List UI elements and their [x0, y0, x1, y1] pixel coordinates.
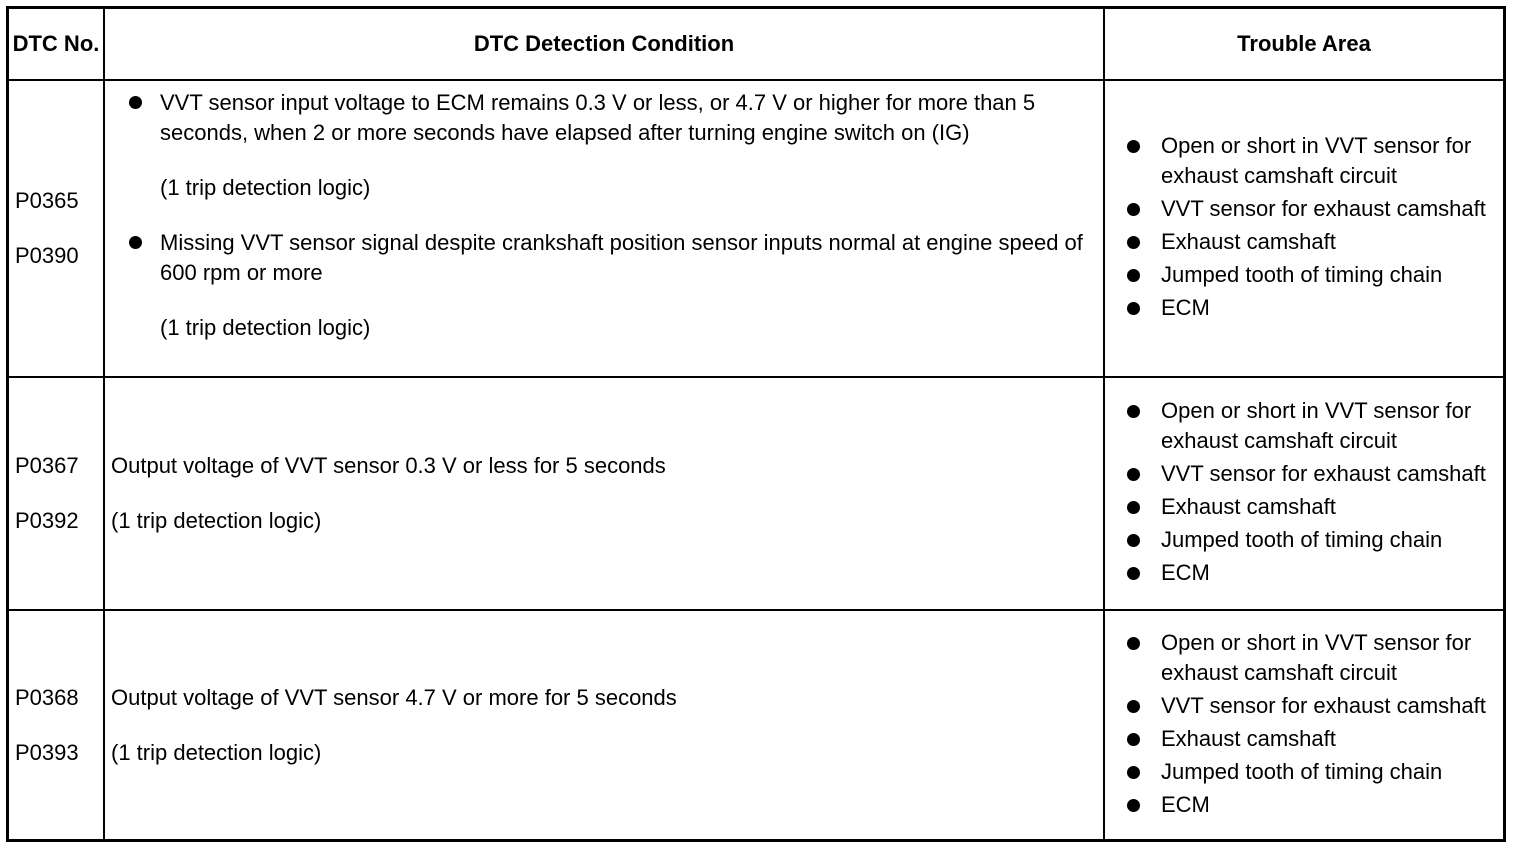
- table-row-condition: [105, 611, 1103, 839]
- list-item: ECM: [1105, 293, 1503, 323]
- bullet-icon: [129, 96, 142, 109]
- list-item: Jumped tooth of timing chain: [1105, 260, 1503, 290]
- bullet-icon: [1127, 700, 1140, 713]
- dtc-code: P0393: [15, 739, 79, 765]
- table-row-condition: [105, 88, 1103, 376]
- list-item: Exhaust camshaft: [1105, 492, 1503, 522]
- list-item: Exhaust camshaft: [1105, 227, 1503, 257]
- header-trouble-area: Trouble Area: [1237, 31, 1371, 56]
- list-item: VVT sensor input voltage to ECM remains 0.3 V or less, or 4.7 V or higher for more than 5 seconds, when 2 or more seconds have elapsed after turning engine switch on (IG): [111, 88, 1093, 148]
- detection-logic-note: (1 trip detection logic): [160, 315, 371, 340]
- list-item: Jumped tooth of timing chain: [1105, 525, 1503, 555]
- dtc-code: P0392: [15, 508, 79, 533]
- table-row-condition: [105, 378, 1103, 609]
- table-row-trouble-area: [1105, 81, 1503, 376]
- list-item: Missing VVT sensor signal despite crankshaft position sensor inputs normal at engine speed of 600 rpm or more: [111, 228, 1093, 288]
- list-item: Jumped tooth of timing chain: [1105, 757, 1503, 787]
- bullet-icon: [1127, 302, 1140, 315]
- bullet-icon: [1127, 534, 1140, 547]
- header-detection-condition: DTC Detection Condition: [473, 31, 735, 56]
- table-row-trouble-area: [1105, 378, 1503, 609]
- bullet-icon: [1127, 269, 1140, 282]
- bullet-icon: [1127, 468, 1140, 481]
- detection-logic-note: (1 trip detection logic): [160, 175, 371, 200]
- bullet-icon: [1127, 637, 1140, 650]
- condition-text: Output voltage of VVT sensor 0.3 V or less for 5 seconds: [111, 453, 666, 478]
- dtc-code: P0365: [15, 188, 79, 213]
- bullet-icon: [1127, 567, 1140, 580]
- list-item: Open or short in VVT sensor for exhaust camshaft circuit: [1105, 131, 1503, 191]
- dtc-code: P0368: [15, 684, 79, 710]
- table-row-codes: [9, 611, 103, 839]
- bullet-icon: [1127, 799, 1140, 812]
- dtc-code: P0390: [15, 243, 79, 268]
- table-row-codes: [9, 81, 103, 376]
- bullet-icon: [1127, 140, 1140, 153]
- bullet-icon: [129, 236, 142, 249]
- bullet-icon: [1127, 236, 1140, 249]
- bullet-icon: [1127, 203, 1140, 216]
- bullet-icon: [1127, 501, 1140, 514]
- bullet-icon: [1127, 733, 1140, 746]
- bullet-icon: [1127, 405, 1140, 418]
- dtc-table: [6, 6, 1506, 842]
- detection-logic-note: (1 trip detection logic): [111, 508, 322, 533]
- list-item: Exhaust camshaft: [1105, 724, 1503, 754]
- table-row-codes: [9, 378, 103, 609]
- header-dtc-no: DTC No.: [12, 31, 100, 56]
- bullet-icon: [1127, 766, 1140, 779]
- list-item: VVT sensor for exhaust camshaft: [1105, 459, 1503, 489]
- dtc-code: P0367: [15, 453, 79, 478]
- list-item: ECM: [1105, 790, 1503, 820]
- list-item: VVT sensor for exhaust camshaft: [1105, 691, 1503, 721]
- list-item: VVT sensor for exhaust camshaft: [1105, 194, 1503, 224]
- detection-logic-note: (1 trip detection logic): [111, 739, 322, 765]
- table-row-trouble-area: [1105, 611, 1503, 839]
- list-item: Open or short in VVT sensor for exhaust camshaft circuit: [1105, 396, 1503, 456]
- condition-text: Output voltage of VVT sensor 4.7 V or more for 5 seconds: [111, 684, 677, 710]
- list-item: Open or short in VVT sensor for exhaust camshaft circuit: [1105, 628, 1503, 688]
- list-item: ECM: [1105, 558, 1503, 588]
